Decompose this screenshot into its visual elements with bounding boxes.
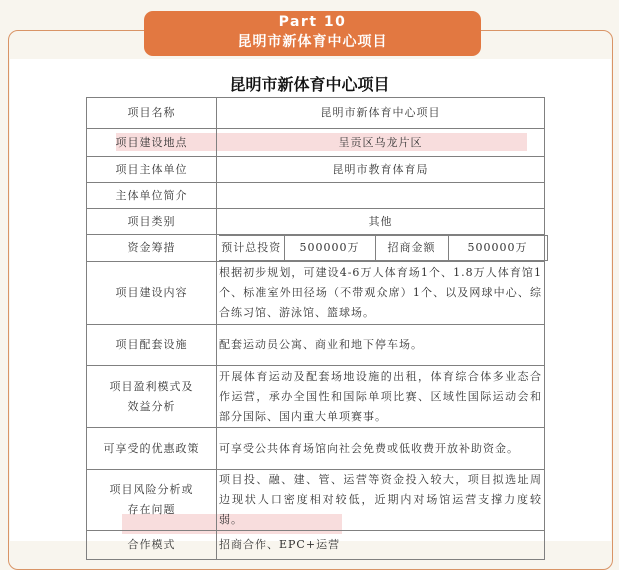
value-location: 呈贡区乌龙片区 bbox=[217, 129, 545, 157]
value-profit-model: 开展体育运动及配套场地设施的出租，体育综合体多业态合作运营，承办全国性和国际单项比赛、区域性国际运动会和部分国际、国内重大单项赛事。 bbox=[217, 366, 545, 428]
value-facilities: 配套运动员公寓、商业和地下停车场。 bbox=[217, 325, 545, 366]
table-row bbox=[87, 98, 545, 129]
table-row bbox=[87, 470, 545, 531]
part-number: Part 10 bbox=[278, 14, 347, 30]
value-risk: 项目投、融、建、管、运营等资金投入较大，项目拟选址周边现状人口密度相对较低，近期内对场馆运营支撑力度较弱。 bbox=[217, 470, 545, 531]
label-risk bbox=[87, 470, 217, 531]
part-subtitle: 昆明市新体育中心项目 bbox=[237, 34, 388, 50]
table-row bbox=[87, 366, 545, 428]
value-policies: 可享受公共体育场馆向社会免费或低收费开放补助资金。 bbox=[217, 428, 545, 470]
table-row bbox=[87, 183, 545, 209]
part-banner bbox=[144, 11, 481, 56]
total-investment-value: 500000万 bbox=[284, 236, 375, 261]
label-cooperation-mode: 合作模式 bbox=[87, 531, 217, 560]
label-profit-model bbox=[87, 366, 217, 428]
funding-subtable bbox=[219, 235, 548, 261]
total-investment-label: 预计总投资 bbox=[219, 236, 284, 261]
investment-attraction-label: 招商金额 bbox=[375, 236, 448, 261]
value-project-name: 昆明市新体育中心项目 bbox=[217, 98, 545, 129]
label-project-name: 项目名称 bbox=[87, 98, 217, 129]
value-construction-content: 根据初步规划，可建设4-6万人体育场1个、1.8万人体育馆1个、标准室外田径场（不带观众席）1个、以及网球中心、综合练习馆、游泳馆、篮球场。 bbox=[217, 262, 545, 325]
label-funding: 资金筹措 bbox=[87, 235, 217, 262]
label-owner: 项目主体单位 bbox=[87, 157, 217, 183]
label-line: 效益分析 bbox=[127, 399, 176, 413]
label-location: 项目建设地点 bbox=[87, 129, 217, 157]
project-info-table bbox=[86, 97, 545, 560]
value-owner-intro bbox=[217, 183, 545, 209]
label-construction-content: 项目建设内容 bbox=[87, 262, 217, 325]
table-row bbox=[87, 531, 545, 560]
funding-cell bbox=[217, 235, 545, 262]
label-policies: 可享受的优惠政策 bbox=[87, 428, 217, 470]
table-row bbox=[87, 325, 545, 366]
label-owner-intro: 主体单位简介 bbox=[87, 183, 217, 209]
table-row bbox=[87, 235, 545, 262]
table-row bbox=[87, 262, 545, 325]
investment-attraction-value: 500000万 bbox=[448, 236, 547, 261]
label-line: 项目风险分析或 bbox=[109, 483, 194, 496]
table-row bbox=[87, 209, 545, 235]
document-title: 昆明市新体育中心项目 bbox=[229, 75, 390, 94]
label-facilities: 项目配套设施 bbox=[87, 325, 217, 366]
table-row bbox=[87, 157, 545, 183]
value-cooperation-mode: 招商合作、EPC+运营 bbox=[217, 531, 545, 560]
table-row bbox=[87, 428, 545, 470]
label-line: 存在问题 bbox=[127, 503, 176, 516]
value-category: 其他 bbox=[217, 209, 545, 235]
label-category: 项目类别 bbox=[87, 209, 217, 235]
value-owner: 昆明市教育体育局 bbox=[217, 157, 545, 183]
table-row bbox=[87, 129, 545, 157]
label-line: 项目盈利模式及 bbox=[109, 379, 194, 393]
